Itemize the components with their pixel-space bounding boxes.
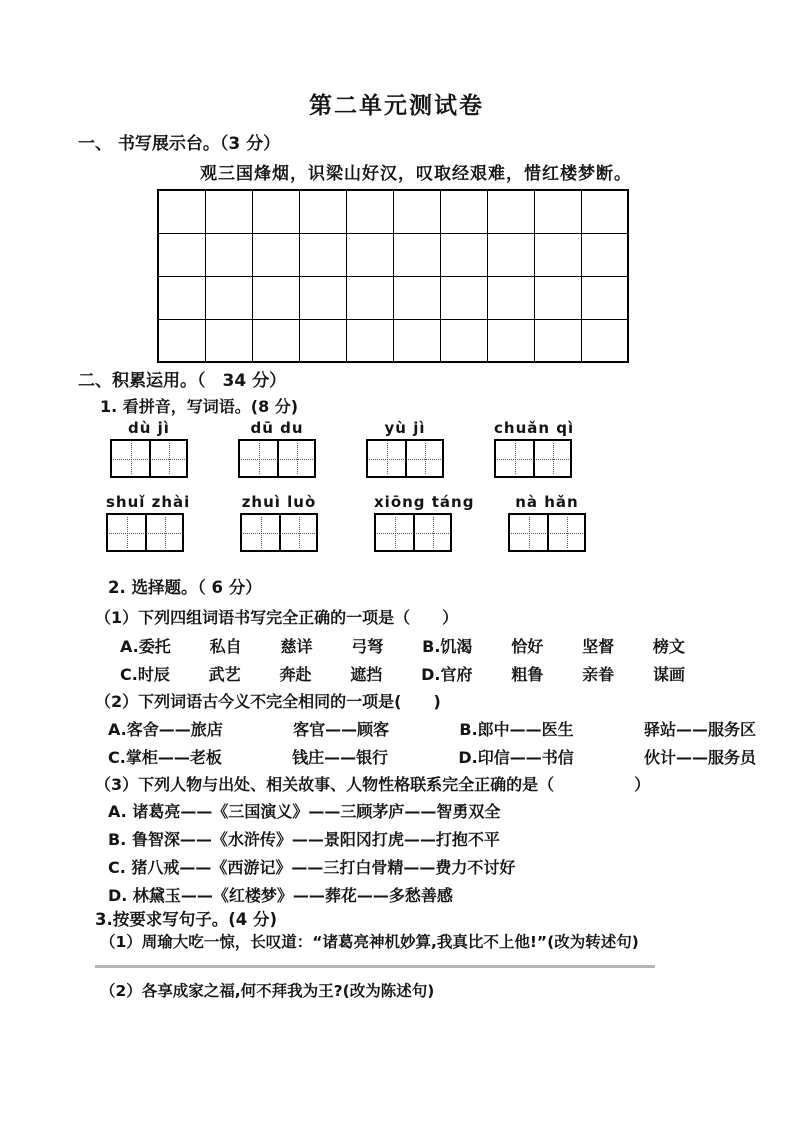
q2-heading: 2. 选择题。（ 6 分）	[108, 578, 262, 597]
grid-cell	[393, 319, 440, 362]
grid-cell	[205, 233, 252, 276]
option-item: 谋画	[652, 665, 685, 684]
grid-cell	[581, 233, 628, 276]
pinyin-write-box	[240, 513, 318, 552]
q2-sub3-option-c: C. 猪八戒——《西游记》——三打白骨精——费力不讨好	[108, 858, 516, 877]
grid-cell	[158, 276, 205, 319]
option-item: 遮挡	[350, 665, 383, 684]
grid-cell	[487, 190, 534, 233]
grid-cell	[440, 190, 487, 233]
pinyin-row-2	[106, 492, 793, 552]
grid-cell	[299, 276, 346, 319]
q3-heading: 3.按要求写句子。(4 分)	[95, 910, 278, 929]
option-item: 钱庄——银行	[292, 748, 389, 767]
pinyin-word-group	[374, 492, 475, 552]
grid-cell	[346, 276, 393, 319]
q2-sub1-prompt: （1）下列四组词语书写完全正确的一项是（ ）	[95, 608, 459, 627]
pinyin-label: shuǐ zhài	[106, 493, 191, 511]
pinyin-write-box	[374, 513, 452, 552]
grid-cell	[393, 190, 440, 233]
grid-cell	[205, 190, 252, 233]
q3-sub1-sentence: （1）周瑜大吃一惊，长叹道：“诸葛亮神机妙算,我真比不上他!”(改为转述句)	[100, 933, 639, 951]
option-item: B.郎中——医生	[459, 720, 574, 739]
pinyin-write-box	[110, 439, 188, 478]
answer-blank-line	[95, 965, 655, 968]
grid-cell	[205, 319, 252, 362]
q2-sub3-option-d: D. 林黛玉——《红楼梦》——葬花——多愁善感	[108, 886, 453, 905]
option-item: C.时辰	[120, 665, 170, 684]
q2-sub3-prompt: （3）下列人物与出处、相关故事、人物性格联系完全正确的是（ ）	[95, 775, 651, 794]
option-item: 客官——顾客	[293, 720, 390, 739]
grid-cell	[534, 276, 581, 319]
pinyin-label: dū du	[250, 419, 304, 437]
q2-sub1-options-row2	[120, 664, 685, 686]
pinyin-word-group	[238, 418, 316, 478]
option-item: C.掌柜——老板	[108, 748, 222, 767]
write-grid-body	[158, 190, 628, 362]
option-item: 慈详	[280, 637, 313, 656]
grid-cell	[534, 190, 581, 233]
grid-cell	[252, 233, 299, 276]
pinyin-word-group	[106, 492, 191, 552]
pinyin-label: xiōng táng	[374, 493, 475, 511]
grid-cell	[299, 233, 346, 276]
option-item: 奔赴	[279, 665, 312, 684]
pinyin-word-group	[110, 418, 188, 478]
option-item: B.饥渴	[422, 637, 473, 656]
option-item: 榜文	[652, 637, 685, 656]
grid-cell	[299, 190, 346, 233]
option-item: 坚督	[582, 637, 615, 656]
grid-cell	[440, 319, 487, 362]
pinyin-label: chuǎn qì	[494, 419, 575, 437]
grid-cell	[346, 319, 393, 362]
option-item: 粗鲁	[511, 665, 544, 684]
grid-cell	[487, 276, 534, 319]
option-item: 私自	[209, 637, 242, 656]
grid-cell	[346, 233, 393, 276]
grid-cell	[299, 319, 346, 362]
grid-cell	[346, 190, 393, 233]
write-grid-table	[157, 189, 629, 363]
pinyin-write-box	[508, 513, 586, 552]
option-item: 弓弩	[351, 637, 384, 656]
grid-cell	[487, 319, 534, 362]
grid-cell	[581, 276, 628, 319]
pinyin-word-group	[240, 492, 318, 552]
pinyin-word-group	[366, 418, 444, 478]
option-item: A.委托	[120, 637, 171, 656]
grid-cell	[252, 276, 299, 319]
q2-sub2-prompt: （2）下列词语古今义不完全相同的一项是( )	[95, 692, 441, 711]
grid-cell	[581, 190, 628, 233]
option-item: 亲眷	[582, 665, 615, 684]
grid-cell	[393, 233, 440, 276]
q2-sub1-options-row1	[120, 636, 685, 658]
q2-sub3-option-b: B. 鲁智深——《水浒传》——景阳冈打虎——打抱不平	[108, 830, 500, 849]
pinyin-write-box	[238, 439, 316, 478]
option-item: 武艺	[208, 665, 241, 684]
page-title: 第二单元测试卷	[309, 93, 484, 119]
grid-cell	[205, 276, 252, 319]
grid-cell	[158, 233, 205, 276]
section2-heading: 二、积累运用。（ 34 分）	[78, 371, 287, 391]
grid-cell	[534, 233, 581, 276]
q1-heading: 1. 看拼音，写词语。(8 分)	[100, 397, 299, 416]
q3-sub2-sentence: （2）各享成家之福,何不拜我为王?(改为陈述句)	[100, 982, 435, 1000]
q2-sub3-option-a: A. 诸葛亮——《三国演义》——三顾茅庐——智勇双全	[108, 802, 501, 821]
grid-cell	[440, 276, 487, 319]
pinyin-word-group	[508, 492, 586, 552]
pinyin-label: zhuì luò	[241, 493, 317, 511]
grid-cell	[440, 233, 487, 276]
pinyin-write-box	[106, 513, 184, 552]
pinyin-label: dù jì	[128, 419, 170, 437]
option-item: D.印信——书信	[458, 748, 574, 767]
q2-sub2-options-row2	[108, 747, 756, 769]
option-item: 伙计——服务员	[643, 748, 756, 767]
grid-cell	[158, 319, 205, 362]
pinyin-write-box	[366, 439, 444, 478]
grid-cell	[534, 319, 581, 362]
pinyin-word-group	[494, 418, 575, 478]
grid-cell	[158, 190, 205, 233]
grid-cell	[252, 190, 299, 233]
handwriting-grid	[157, 189, 793, 363]
option-item: 驿站——服务区	[643, 720, 756, 739]
pinyin-write-box	[494, 439, 572, 478]
pinyin-label: nà hǎn	[515, 493, 579, 511]
grid-cell	[581, 319, 628, 362]
grid-cell	[487, 233, 534, 276]
option-item: A.客舍——旅店	[108, 720, 223, 739]
option-item: 恰好	[511, 637, 544, 656]
pinyin-label: yù jì	[384, 419, 426, 437]
grid-cell	[393, 276, 440, 319]
section1-heading: 一、 书写展示台。（3 分）	[78, 134, 281, 154]
pinyin-row-1	[110, 418, 793, 478]
grid-cell	[252, 319, 299, 362]
copy-sentence: 观三国烽烟，识梁山好汉，叹取经艰难，惜红楼梦断。	[200, 164, 632, 184]
q2-sub2-options-row1	[108, 719, 756, 741]
option-item: D.官府	[421, 665, 473, 684]
